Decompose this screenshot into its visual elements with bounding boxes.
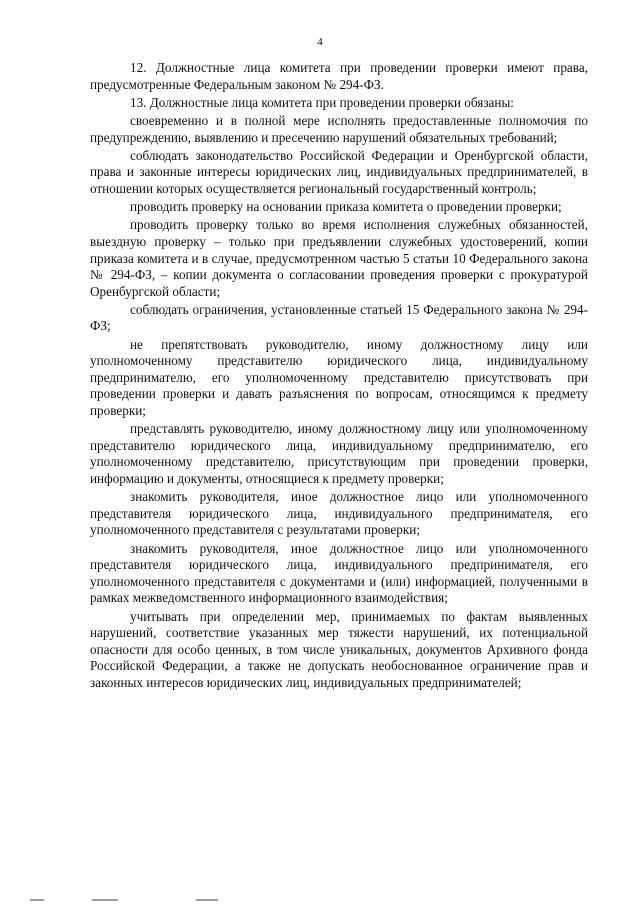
paragraph-duty-restrictions: соблюдать ограничения, установленные статьей 15 Федерального закона № 294-ФЗ; [90, 301, 588, 334]
paragraph-duty-timely-execution: своевременно и в полной мере исполнять предоставленные полномочия по предупреждению, выявлению и пресечению нарушений обязательных требований; [90, 112, 588, 145]
paragraph-duty-acquaint-documents: знакомить руководителя, иное должностное лицо или уполномоченного представителя юридического лица, индивидуального предпринимателя, его уполномоченного представителя с документами и (или) информацией, полученными в рамках межведомственного информационного взаимодействия; [90, 540, 588, 606]
paragraph-duty-proportional-measures: учитывать при определении мер, принимаемых по фактам выявленных нарушений, соответствие указанных мер тяжести нарушений, их потенциальной опасности для особо ценных, в том числе уникальных, документов Архивного фонда Российской Федерации, а также не допускать необоснованное ограничение прав и законных интересов юридических лиц, индивидуальных предпринимателей; [90, 608, 588, 690]
scan-edge-artifacts [0, 893, 640, 905]
paragraph-duty-provide-information: представлять руководителю, иному должностному лицу или уполномоченному представителю юридического лица, индивидуальному предпринимателю, его уполномоченному представителю, присутствующим при проведении проверки, информацию и документы, относящиеся к предмету проверки; [90, 421, 588, 486]
paragraph-duty-no-obstruction: не препятствовать руководителю, иному должностному лицу или уполномоченному представителю юридического лица, индивидуальному предпринимателю, его уполномоченному представителю присутствовать при проведении проверки и давать разъяснения по вопросам, относящимся к предмету проверки; [90, 336, 588, 419]
paragraph-duty-acquaint-results: знакомить руководителя, иное должностное лицо или уполномоченного представителя юридического лица, индивидуального предпринимателя, его уполномоченного представителя с результатами проверки; [90, 489, 588, 538]
paragraph-duty-comply-legislation: соблюдать законодательство Российской Федерации и Оренбургской области, права и законные интересы юридических лиц, индивидуальных предпринимателей, в отношении которых осуществляется региональный государственный контроль; [90, 147, 588, 196]
paragraph-duty-inspection-basis: проводить проверку на основании приказа комитета о проведении проверки; [130, 199, 562, 215]
scan-mark [92, 899, 118, 901]
paragraph-item-13-duties: 13. Должностные лица комитета при проведении проверки обязаны: [130, 94, 514, 110]
paragraph-duty-inspection-time: проводить проверку только во время исполнения служебных обязанностей, выездную проверку – только при предъявлении служебных удостоверений, копии приказа комитета и в случае, предусмотренном частью 5 статьи 10 Федерального закона № 294-ФЗ, – копии документа о согласовании проведения проверки с прокуратурой Оренбургской области; [90, 217, 588, 299]
page-number: 4 [317, 36, 323, 48]
scan-mark [196, 899, 218, 901]
document-body [90, 60, 588, 693]
scan-mark [30, 899, 44, 901]
paragraph-item-12-rights: 12. Должностные лица комитета при проведении проверки имеют права, предусмотренные Федеральным законом № 294-ФЗ. [90, 60, 588, 92]
